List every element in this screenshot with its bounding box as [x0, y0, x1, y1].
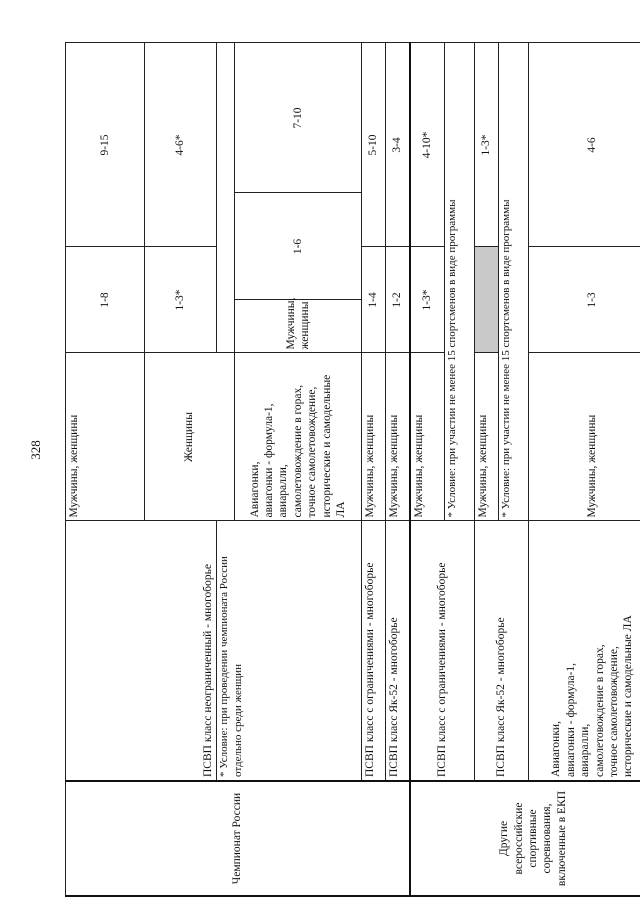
discipline-cell	[235, 353, 362, 521]
age-b-cell: 4-6*	[145, 43, 217, 247]
age-b-cell: 9-15	[66, 43, 145, 247]
gender-cell: Женщины	[145, 353, 235, 521]
ranking-table	[65, 44, 635, 897]
age-a-cell: 1-4	[362, 247, 386, 353]
discipline-line: исторические и самодельные ЛА	[320, 374, 347, 518]
discipline-cell: ПСВП класс Як-52 - многоборье	[475, 521, 529, 781]
gender-cell: Мужчины, женщины	[529, 353, 640, 521]
age-b-cell: 4-6	[529, 43, 640, 247]
discipline-line: авиаралли,	[277, 464, 290, 518]
table-row	[66, 43, 145, 896]
discipline-cell: ПСВП класс Як-52 - многоборье	[386, 521, 410, 781]
age-b-cell: 3-4	[386, 43, 410, 247]
age-b-cell: 4-10*	[410, 43, 445, 247]
age-a-cell: 1-3*	[145, 247, 217, 353]
age-a-cell: 1-2	[386, 247, 410, 353]
table-row	[529, 43, 640, 896]
page-number: 328	[28, 440, 43, 460]
note-filler	[217, 43, 235, 353]
discipline-cell: ПСВП класс с ограничениями - многоборье	[362, 521, 386, 781]
age-b-cell: 5-10	[362, 43, 386, 247]
discipline-line: Авиагонки,	[550, 721, 563, 777]
table-row	[410, 43, 445, 896]
discipline-line: самолетовождение в горах,	[291, 384, 304, 518]
condition-note: * Условие: при участии не менее 15 спортсменов в виде программы	[499, 43, 529, 521]
gender-cell: Мужчины, женщины	[475, 353, 499, 521]
gender-cell: Мужчины, женщины	[66, 353, 145, 521]
championship-note: * Условие: при проведении чемпионата России отдельно среди женщин	[217, 521, 362, 781]
age-a-cell: 1-3	[529, 247, 640, 353]
discipline-cell: ПСВП класс с ограничениями - многоборье	[410, 521, 475, 781]
table-row	[475, 43, 499, 896]
gender-cell: Мужчины, женщины	[362, 353, 386, 521]
discipline-line: точное самолетовождение,	[306, 386, 319, 518]
discipline-cell	[529, 521, 640, 781]
discipline-line: Авиагонки,	[248, 461, 261, 518]
discipline-line: авиагонки - формула-1,	[263, 403, 276, 518]
section-name-championship: Чемпионат России	[66, 781, 410, 896]
discipline-line: точное самолетовождение,	[607, 646, 620, 777]
gender-cell: Мужчины, женщины	[410, 353, 445, 521]
age-a-cell: 1-6	[235, 193, 362, 300]
table-row	[362, 43, 386, 896]
section-name-other: Другие всероссийские спортивные соревнования, включенные в ЕКП	[410, 781, 640, 896]
gender-cell: Мужчины, женщины	[235, 300, 362, 353]
age-a-cell: 1-3*	[410, 247, 445, 353]
discipline-cell: ПСВП класс неограниченный - многоборье	[66, 521, 217, 781]
discipline-line: самолетовождение в горах,	[593, 644, 606, 777]
shaded-empty-cell	[475, 247, 499, 353]
age-b-cell: 1-3*	[475, 43, 499, 247]
discipline-line: исторические и самодельные ЛА	[622, 615, 635, 777]
age-a-cell: 1-8	[66, 247, 145, 353]
gender-cell: Мужчины, женщины	[386, 353, 410, 521]
discipline-line: авиагонки - формула-1,	[564, 662, 577, 777]
condition-note: * Условие: при участии не менее 15 спортсменов в виде программы	[445, 43, 475, 521]
age-b-cell: 7-10	[235, 43, 362, 193]
discipline-line: авиаралли,	[579, 723, 592, 777]
table-row	[386, 43, 410, 896]
